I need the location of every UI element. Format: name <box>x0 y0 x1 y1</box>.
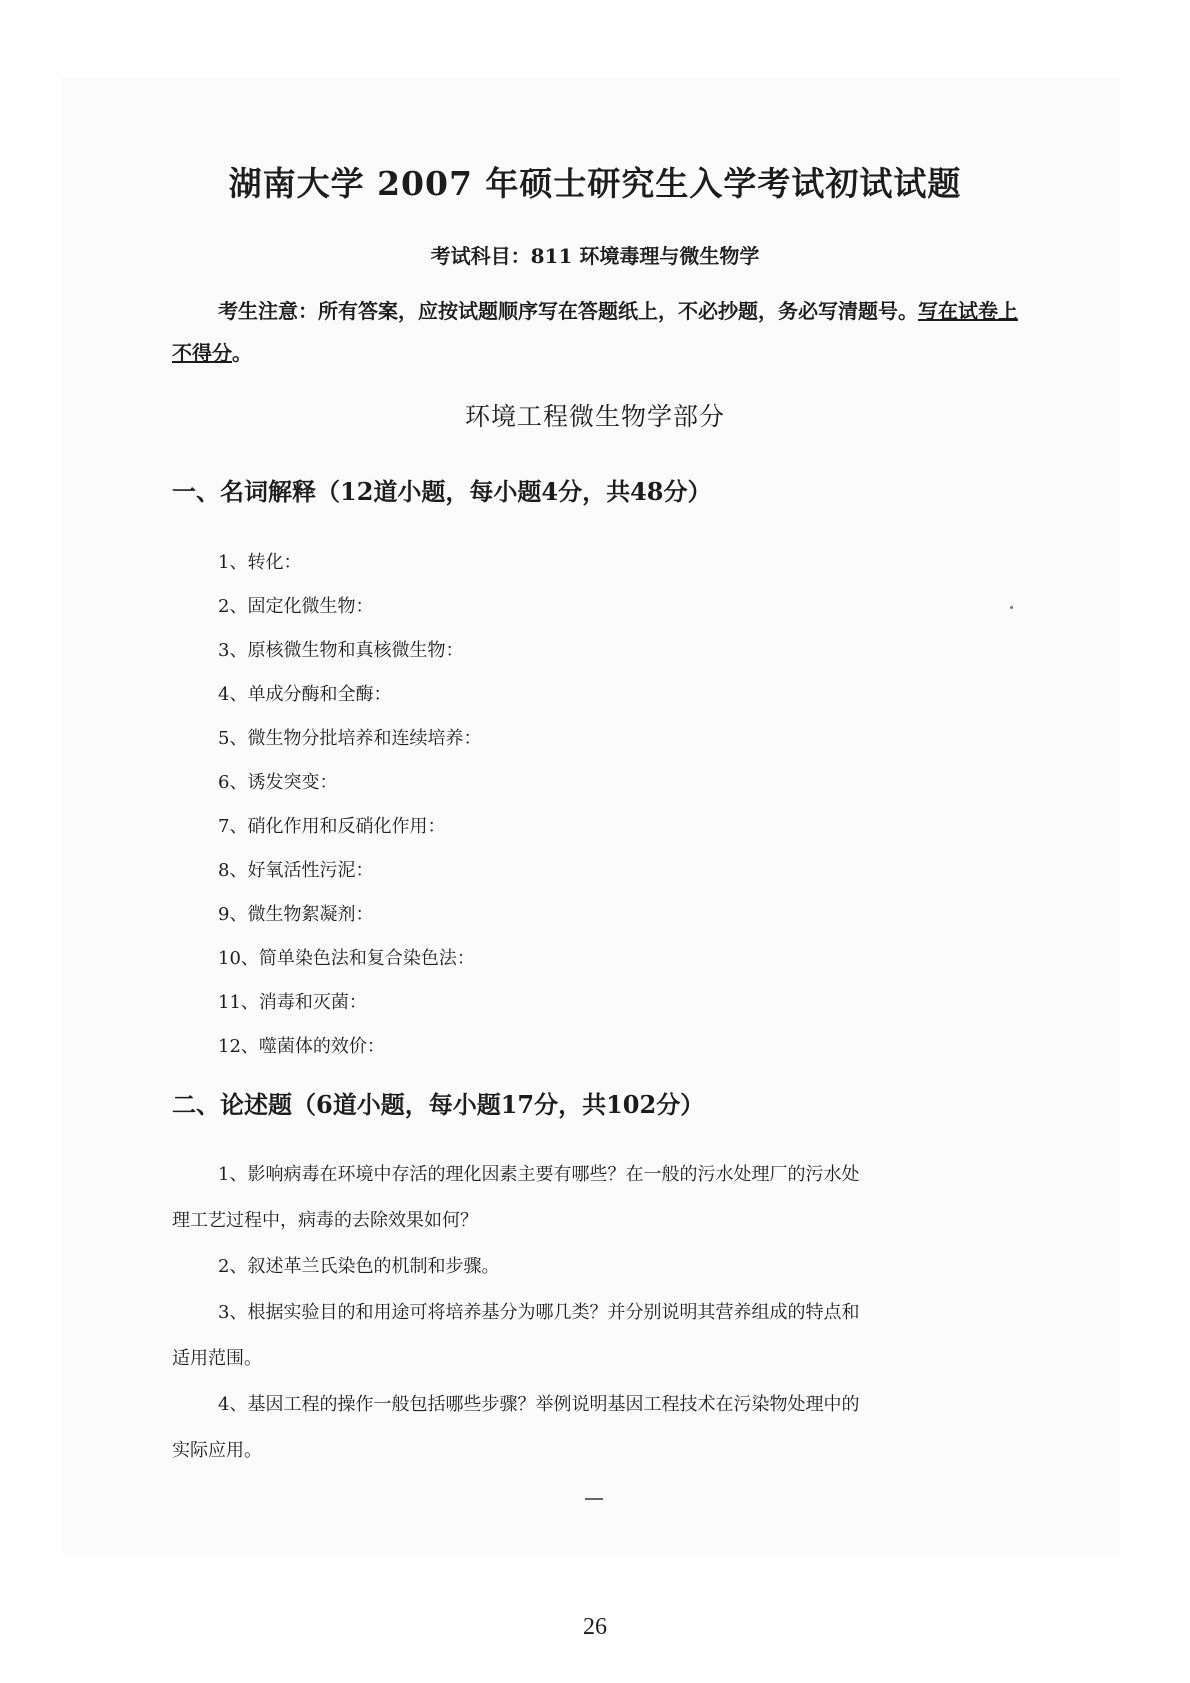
term-item: 6、诱发突变： <box>218 772 338 793</box>
exam-title: 湖南大学 2007 年硕士研究生入学考试初试试题 <box>228 164 962 203</box>
term-item: 1、转化： <box>218 552 302 573</box>
essay-line: 3、根据实验目的和用途可将培养基分为哪几类？并分别说明其营养组成的特点和 <box>218 1302 860 1323</box>
exam-subject: 考试科目：811 环境毒理与微生物学 <box>430 244 760 268</box>
term-item: 12、噬菌体的效价： <box>218 1036 385 1057</box>
term-item: 3、原核微生物和真核微生物： <box>218 640 464 661</box>
notice-underlined: 写在试卷上不得分 <box>172 299 1018 365</box>
part2-heading: 二、论述题（6道小题，每小题17分，共102分） <box>172 1090 705 1119</box>
page-number: 26 <box>583 1614 607 1640</box>
essay-line: 实际应用。 <box>172 1440 262 1461</box>
part1-heading: 一、名词解释（12道小题，每小题4分，共48分） <box>172 477 712 506</box>
section-title: 环境工程微生物学部分 <box>464 402 725 431</box>
essay-line: 2、叙述革兰氏染色的机制和步骤。 <box>218 1256 500 1277</box>
essay-line: 理工艺过程中，病毒的去除效果如何？ <box>172 1210 478 1231</box>
term-item: 2、固定化微生物： <box>218 596 374 617</box>
essay-line: 4、基因工程的操作一般包括哪些步骤？举例说明基因工程技术在污染物处理中的 <box>218 1394 860 1415</box>
term-item: 5、微生物分批培养和连续培养： <box>218 728 482 749</box>
term-item: 9、微生物絮凝剂： <box>218 904 374 925</box>
scan-smudge <box>585 1498 603 1500</box>
candidate-notice <box>172 290 1030 374</box>
term-item: 10、简单染色法和复合染色法： <box>218 948 475 969</box>
term-item: 7、硝化作用和反硝化作用： <box>218 816 446 837</box>
notice-main: 考生注意：所有答案，应按试题顺序写在答题纸上，不必抄题，务必写清题号。 <box>218 299 918 323</box>
term-item: 11、消毒和灭菌： <box>218 992 367 1013</box>
scan-speck <box>1010 606 1013 609</box>
term-item: 8、好氧活性污泥： <box>218 860 374 881</box>
term-item: 4、单成分酶和全酶： <box>218 684 392 705</box>
essay-line: 适用范围。 <box>172 1348 262 1369</box>
essay-line: 1、影响病毒在环境中存活的理化因素主要有哪些？在一般的污水处理厂的污水处 <box>218 1164 860 1185</box>
notice-end: 。 <box>232 341 252 365</box>
